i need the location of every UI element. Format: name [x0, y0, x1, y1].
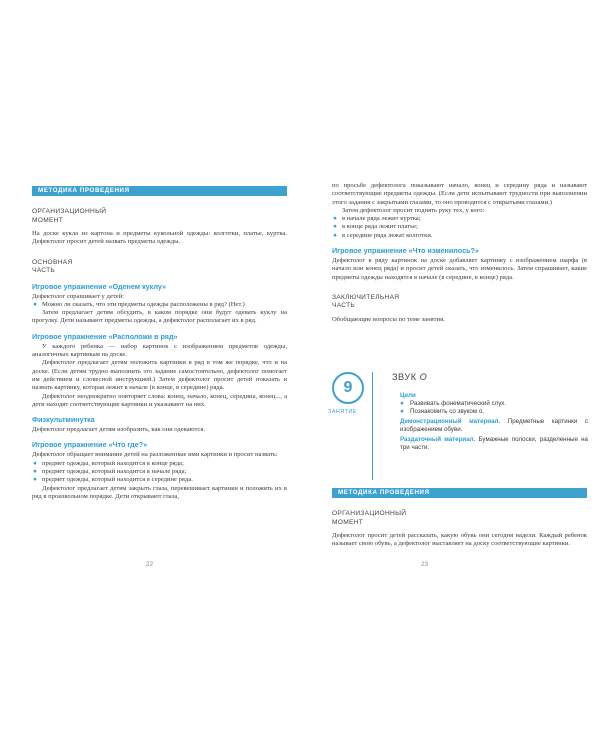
org-text: На доске кукла из картона и предметы кукольной одежды: колготки, платье, куртка. Дефектолог просит детей назвать предметы одежды.: [32, 230, 287, 246]
list-item: ● в конце ряда лежит платье;: [333, 223, 418, 231]
goals-list: [400, 400, 588, 416]
lesson-label: ЗАНЯТИЕ: [328, 409, 357, 415]
right-page: [300, 0, 600, 750]
list-item: ● Можно ли сказать, что эти предметы одежды расположены в ряд? (Нет.): [33, 300, 245, 308]
right-column-top: [332, 182, 587, 324]
right-column-bottom: [332, 488, 587, 549]
phys-text: Дефектолог предлагает детям изобразить, как они одеваются.: [32, 426, 206, 434]
game2-text2: Дефектолог предлагает детям положить картинки в ряд в том же порядке, что и на доске. (Если детям трудно выполнить это задание самостоятельно, дефектолог помогает им действием и словесной инструкцией.) Затем дефектолог просит детей показать и назвать картинку, которая лежит в начале (в конце, в середине) ряда.: [32, 359, 287, 392]
goals-label: Цели: [400, 392, 416, 399]
list-item: ● в середине ряда лежат колготки.: [333, 231, 433, 239]
game1-text: Затем предлагает детям обсудить, в каком порядке они будут одевать куклу на прогулку. Дети называют предметы одежды, а дефектолог располагает их в ряд.: [32, 309, 287, 325]
org-text: Дефектолог просит детей рассказать, какую обувь они сегодня надели. Каждый ребенок называет свою обувь, а дефектолог выставляет на доску соответствующие картинки.: [332, 532, 587, 548]
final-heading: ЗАКЛЮЧИТЕЛЬНАЯ ЧАСТЬ: [332, 293, 400, 310]
game1-title: Игровое упражнение «Оденем куклу»: [32, 281, 167, 291]
hands-list: [332, 215, 587, 240]
lesson-title: ЗВУК О: [392, 372, 428, 382]
bullet-icon: ●: [33, 300, 37, 308]
main-heading: ОСНОВНАЯ ЧАСТЬ: [32, 258, 73, 275]
game1-list: [32, 301, 287, 309]
bullet-icon: ●: [33, 468, 37, 476]
page-number: 23: [421, 561, 429, 568]
lesson-number-badge: 9: [332, 372, 364, 404]
bullet-icon: ●: [400, 408, 404, 415]
bullet-icon: ●: [333, 231, 337, 239]
game2-text3: Дефектолог неоднократно повторяет слова: конец, начало, конец, середина, конец..., а дети находят соответствующие картинки и указывают на них.: [32, 392, 287, 408]
divider: [372, 372, 373, 480]
demo-material: Демонстрационный материал. Предметные картинки с изображением обуви.: [400, 418, 588, 433]
bullet-icon: ●: [33, 476, 37, 484]
game1-intro: Дефектолог спрашивает у детей:: [32, 292, 124, 300]
game3-text: Дефектолог предлагает детям закрыть глаза, перевешивает картинки и положить их в ряд в произвольном порядке. Дети открывают глаза,: [32, 484, 287, 500]
handout-material: Раздаточный материал. Бумажные полоски, разделенные на три части.: [400, 436, 588, 451]
list-item: ● Развивать фонематический слух.: [400, 400, 507, 407]
game4-title: Игровое упражнение «Что изменилось?»: [332, 246, 479, 256]
game2-title: Игровое упражнение «Расположи в ряд»: [32, 331, 178, 341]
left-column: [32, 186, 287, 501]
bullet-icon: ●: [400, 400, 404, 407]
lesson-body: [400, 392, 588, 452]
list-item: ● предмет одежды, который находится в конце ряда;: [33, 459, 184, 467]
section-banner: МЕТОДИКА ПРОВЕДЕНИЯ: [332, 488, 587, 498]
continued-text: по просьбе дефектолога показывают начало, конец и середину ряда и называют соответствующие предметы одежды. (Если дети испытывают трудности при выполнении этого задания с закрытыми глазами, то оно проводится с открытыми глазами.): [332, 182, 587, 206]
section-banner: МЕТОДИКА ПРОВЕДЕНИЯ: [32, 186, 287, 196]
bullet-icon: ●: [333, 223, 337, 231]
game3-list: [32, 460, 287, 485]
org-heading: ОРГАНИЗАЦИОННЫЙ МОМЕНТ: [332, 510, 407, 526]
bullet-icon: ●: [333, 215, 337, 223]
list-item: ● предмет одежды, который находится в середине ряда.: [33, 476, 193, 484]
game3-intro: Дефектолог обращает внимание детей на разложенные ими картинки и просит назвать:: [32, 451, 278, 459]
org-heading: ОРГАНИЗАЦИОННЫЙ МОМЕНТ: [32, 208, 107, 224]
page-number: 22: [146, 561, 154, 568]
list-item: ● предмет одежды, который находится в начале ряда;: [33, 468, 187, 476]
bullet-icon: ●: [33, 459, 37, 467]
lesson-header: [328, 372, 588, 482]
phys-title: Физкультминутка: [32, 415, 95, 425]
game3-title: Игровое упражнение «Что где?»: [32, 440, 148, 450]
hands-intro: Затем дефектолог просит поднять руку тех, у кого:: [342, 206, 485, 214]
game2-text1: У каждого ребенка — набор картинок с изображением предметов одежды, аналогичных картинкам на доске.: [32, 342, 287, 359]
list-item: ● в начале ряда лежит куртка;: [333, 215, 421, 223]
game4-text: Дефектолог к ряду картинок на доске добавляет картинку с изображением шарфа (в начало или конец ряда) и просит детей сказать, что изменилось. Затем спрашивает, какие предметы одежды находятся в начале (в середине, в конце) ряда.: [332, 257, 587, 281]
list-item: ● Познакомить со звуком о.: [400, 408, 484, 415]
final-text: Обобщающие вопросы по теме занятия.: [332, 315, 445, 323]
